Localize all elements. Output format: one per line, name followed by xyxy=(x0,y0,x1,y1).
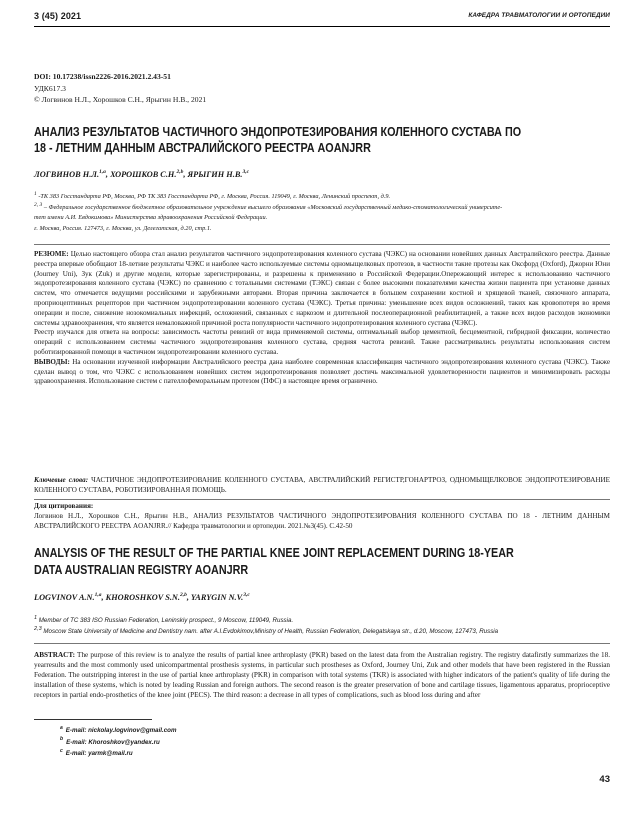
header-rule xyxy=(34,26,610,27)
affiliation-2-sup: 2, 3 xyxy=(34,201,43,208)
affiliation-1-text: -ТК 383 Госстандарта РФ, Москва, РФ ТК 383 Госстандарта РФ, г. Москва, Россия. 119049, г. Москва, Ленинский проспект, д.9. xyxy=(36,193,391,200)
abstract-ru-p2: Реестр изучался для ответа на вопросы: зависимость частоты ревизий от вида применяемой системы, оптимальный выбор цементной, бесцементной, гибридной фиксации, количество операций с использованием системы частичного эндопротезирования коленного сустава, средняя частота ревизий. Также рассматривались результаты использования систем роботизированной помощи в частичном эндопротезировании коленного сустава. xyxy=(34,328,610,356)
author-3-sup: 3,c xyxy=(242,169,250,176)
author-1-sup: 1,a xyxy=(94,592,102,599)
footnote-c-text: E-mail: yarmk@mail.ru xyxy=(65,750,133,757)
author-2: KHOROSHKOV S.N. xyxy=(105,593,180,602)
footnote-c-sup: c xyxy=(60,747,63,754)
running-header xyxy=(34,11,610,25)
footnotes xyxy=(60,725,176,760)
keywords-ru xyxy=(34,476,610,496)
title-ru-line-2: 18 - ЛЕТНИМ ДАННЫМ АВСТРАЛИЙСКОГО РЕЕСТРА AOANJRR xyxy=(34,140,371,155)
title-en-line-1: ANALYSIS OF THE RESULT OF THE PARTIAL KNEE JOINT REPLACEMENT DURING 18-YEAR xyxy=(34,545,514,560)
citation-ru xyxy=(34,502,610,531)
affiliation-2 xyxy=(34,203,614,214)
doi: DOI: 10.17238/issn2226-2016.2021.2.43-51 xyxy=(34,72,171,81)
abstract-en xyxy=(34,650,610,700)
citation-ru-text: Логвинов Н.Л., Хорошков С.Н., Ярыгин Н.В., АНАЛИЗ РЕЗУЛЬТАТОВ ЧАСТИЧНОГО ЭНДОПРОТЕЗИРОВАНИЯ КОЛЕННОГО СУСТАВА ПО 18 - ЛЕТНИМ ДАННЫМ АВСТРАЛИЙСКОГО РЕЕСТРА AOANJRR.// Кафедра травматологии и ортопедии. 2021.№3(45). С.42-50 xyxy=(34,511,610,530)
page-number: 43 xyxy=(599,774,610,785)
conclusions-ru-label: ВЫВОДЫ: xyxy=(34,357,70,366)
affiliation-2-line-3: г. Москва, Россия. 127473, г. Москва, ул. Делегатская, д.20, стр.1. xyxy=(34,224,212,232)
authors-ru xyxy=(34,170,249,179)
author-1-sup: 1,а xyxy=(99,169,106,176)
affiliation-en-2-sup: 2,3 xyxy=(34,625,42,632)
author-1: ЛОГВИНОВ Н.Л. xyxy=(34,170,100,179)
authors-en xyxy=(34,593,250,602)
affiliation-en-2-text: Moscow State University of Medicine and Dentistry nam. after A.I.Evdokimov,Ministry of Health, Russian Federation, Delegatskaya str., d.20, Moscow, 127473, Russia xyxy=(41,628,499,635)
conclusions-ru xyxy=(34,358,610,387)
affiliation-en-1 xyxy=(34,615,614,626)
citation-ru-label: Для цитирования: xyxy=(34,502,94,510)
affiliation-1 xyxy=(34,192,614,203)
affiliation-2-line-1: – Федеральное государственное бюджетное образовательное учреждение высшего образования «Московский государственный медико-стоматологический университе- xyxy=(42,203,503,211)
journal-name: КАФЕДРА ТРАВМАТОЛОГИИ И ОРТОПЕДИИ xyxy=(468,12,610,19)
footnote-a-text: E-mail: nickolay.logvinov@gmail.com xyxy=(65,727,177,734)
author-3: ЯРЫГИН Н.В. xyxy=(187,170,243,179)
author-1: LOGVINOV A.N. xyxy=(34,593,95,602)
footnote-b-sup: b xyxy=(60,736,64,743)
footnote-email-b xyxy=(60,737,176,749)
udk: УДК617.3 xyxy=(34,83,66,93)
keywords-ru-text: ЧАСТИЧНОЕ ЭНДОПРОТЕЗИРОВАНИЕ КОЛЕННОГО СУСТАВА, АВСТРАЛИЙСКИЙ РЕГИСТР,ГОНАРТРОЗ, ОДНОМЫЩЕЛКОВОЕ ЭНДОПРОТЕЗИРОВАНИЕ КОЛЕННОГО СУСТАВА, РОБОТИЗИРОВАННАЯ ПОМОЩЬ. xyxy=(34,476,610,494)
article-meta xyxy=(34,71,206,106)
author-3-sup: 3,c xyxy=(243,592,250,599)
author-sep: , xyxy=(183,170,188,179)
author-sep: , xyxy=(186,593,191,602)
affiliation-1-sup: 1 xyxy=(34,190,37,197)
author-2: ХОРОШКОВ С.Н. xyxy=(110,170,177,179)
author-3: YARYGIN N.V. xyxy=(190,593,244,602)
title-ru xyxy=(34,124,615,156)
copyright: © Логвинов Н.Л., Хорошков С.Н., Ярыгин Н.В., 2021 xyxy=(34,95,207,104)
abstract-ru-p1-text: Целью настоящего обзора стал анализ результатов частичного эндопротезирования коленного сустава (ЧЭКС) на основании новейших данных Австралийского реестра. Данные реестра впервые обобщают 18-летние результаты ЧЭКС и наиболее часто используемые системы одномыщелковых протезов, в частности такие протезы как Оксфорд (Oxford), Джорни Юни (Journey Uni), Зук (Zuk) и другие модели, которые зарегистрированы, и разрешены к применению в Российской Федерации.Опережающий интерес к использованию частичного эндопротезирования коленного сустава (ЧЭКС) по сравнению с тотальными системами (ТЭКС) связан с более высокими показателями качества жизни пациента при установке данных систем, что отмечается ведущими российскими и зарубежными авторами. Вторая причина заключается в большем сохранении костной и хрящевой тканей, связочного аппарата, проприоцептивных рецепторов при частичном эндопротезировании коленного сустава (ЧЭКС). Третья причина: уменьшение всех видов осложнений, таких как кровопотеря во время операции и после, снижение нозокомиальных инфекций, осложнений, связанных с наркозом и длительной послеоперационной реабилитацией, а также всех видов расходов экономики системы здравоохранения, что является немаловажной причиной роста популярности частичного эндопротезирования коленного сустава (ЧЭКС). xyxy=(34,250,610,327)
abstract-en-label: ABSTRACT: xyxy=(34,651,76,659)
title-en-line-2: DATA AUSTRALIAN REGISTRY AOANJRR xyxy=(34,561,249,577)
title-ru-line-1: АНАЛИЗ РЕЗУЛЬТАТОВ ЧАСТИЧНОГО ЭНДОПРОТЕЗИРОВАНИЯ КОЛЕННОГО СУСТАВА ПО xyxy=(34,124,522,139)
issue-number: 3 (45) 2021 xyxy=(34,11,82,21)
abstract-ru xyxy=(34,250,610,387)
footnote-b-text: E-mail: Khoroshkov@yandex.ru xyxy=(66,738,160,746)
footnote-email-c xyxy=(60,748,176,760)
author-2-sup: 2,b xyxy=(179,592,187,599)
footnote-a-sup: a xyxy=(60,724,63,731)
conclusions-ru-text: На основании изученной информации Австралийского реестра дана наиболее современная классификация частичного эндопротезирования коленного сустава (ЧЭКС). Также сделан вывод о том, что ЧЭКС с использованием новейших систем эндопротезирования позволяет достичь максимальной удовлетворенности пациентов и минимизировать расходы здравоохранения. Использование систем с пателлофеморальным протезом (ПФС) в настоящее время ограничено. xyxy=(34,357,610,386)
title-en xyxy=(34,545,615,578)
author-sep: , xyxy=(101,593,106,602)
divider xyxy=(34,643,610,644)
divider xyxy=(34,244,610,245)
affiliation-en-1-text: Member of TC 383 ISO Russian Federation, Leninskiy prospect., 9 Moscow, 119049, Russia. xyxy=(37,617,294,624)
affiliation-en-1-sup: 1 xyxy=(34,614,38,621)
author-sep: , xyxy=(105,170,111,179)
footnote-email-a xyxy=(60,725,176,737)
affiliation-en-2 xyxy=(34,626,614,637)
footnote-rule xyxy=(34,719,152,720)
keywords-ru-label: Ключевые слова: xyxy=(34,476,89,484)
affiliations-en xyxy=(34,615,614,637)
abstract-en-text: The purpose of this review is to analyze the results of partial knee arthroplasty (PKR) based on the latest data from the Australian registry. The registry datafirstly summarizes the 18. yearresults and the most commonly used unicompartmental prosthesis systems, in particular such prostheses as Oxford, Journey Uni, Zuk and other models that have been registered in the Russian Federation. The outstripping interest in the use of partial knee arthroplasty (PKR) in comparison with total systems (TKR) is associated with higher indicators of the patient's quality of life during the installation of these systems, which is noted by leading Russian and foreign authors. The second reason is the greater preservation of bone and cartilage tissues, ligamentous apparatus, proprioceptive receptors in partial endo-prosthetics of the knee joint (PECS). The third reason: a decrease in all types of complications, such as blood loss during and after xyxy=(34,651,610,699)
divider xyxy=(34,499,610,500)
affiliation-2-line-2: тет имени А.И. Евдокимова» Министерства здравоохранения Российской Федерации. xyxy=(34,214,268,221)
abstract-ru-label: РЕЗЮМЕ: xyxy=(34,250,69,258)
abstract-ru-p1 xyxy=(34,250,610,328)
affiliations-ru xyxy=(34,192,614,234)
author-2-sup: 2,b xyxy=(176,169,184,176)
